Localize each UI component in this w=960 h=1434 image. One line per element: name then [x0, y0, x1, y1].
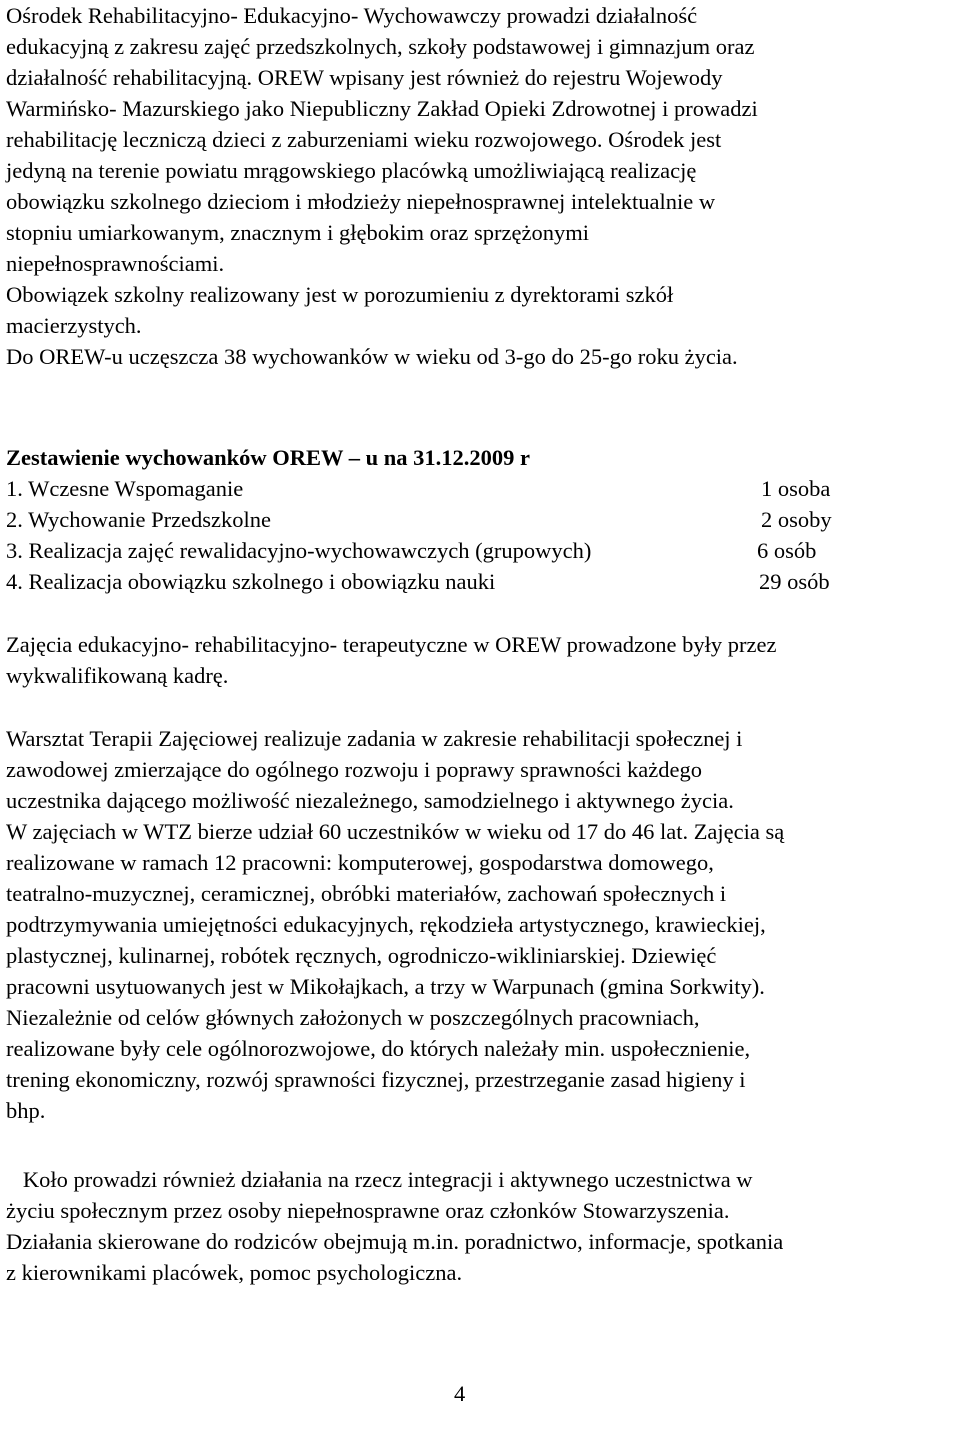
list-item [6, 504, 954, 535]
text-line: wykwalifikowaną kadrę. [6, 663, 229, 688]
text-line: realizowane w ramach 12 pracowni: komputerowej, gospodarstwa domowego, [6, 850, 714, 875]
list-item-label: 1. Wczesne Wspomaganie [6, 476, 244, 501]
list-item [6, 473, 954, 504]
list-item-value: 1 osoba [761, 476, 831, 501]
text-line: Warmińsko- Mazurskiego jako Niepubliczny Zakład Opieki Zdrowotnej i prowadzi [6, 96, 758, 121]
list-item-value: 29 osób [759, 569, 830, 594]
page-number: 4 [454, 1381, 466, 1406]
text-line: działalność rehabilitacyjną. OREW wpisany jest również do rejestru Wojewody [6, 65, 723, 90]
summary-list [6, 473, 954, 597]
workshop-paragraph [6, 723, 784, 1126]
text-line: edukacyjną z zakresu zajęć przedszkolnych, szkoły podstawowej i gimnazjum oraz [6, 34, 755, 59]
list-item-label: 2. Wychowanie Przedszkolne [6, 507, 272, 532]
text-line: stopniu umiarkowanym, znacznym i głębokim oraz sprzężonymi [6, 220, 589, 245]
text-line: rehabilitację leczniczą dzieci z zaburzeniami wieku rozwojowego. Ośrodek jest [6, 127, 722, 152]
association-paragraph [6, 1164, 783, 1288]
text-line: z kierownikami placówek, pomoc psychologiczna. [6, 1260, 463, 1285]
text-line: jedyną na terenie powiatu mrągowskiego placówką umożliwiającą realizację [6, 158, 697, 183]
list-item-value: 2 osoby [761, 507, 832, 532]
text-line: Działania skierowane do rodziców obejmują m.in. poradnictwo, informacje, spotkania [6, 1229, 784, 1254]
text-line: realizowane były cele ogólnorozwojowe, do których należały min. uspołecznienie, [6, 1036, 751, 1061]
text-line: Warsztat Terapii Zajęciowej realizuje zadania w zakresie rehabilitacji społecznej i [6, 726, 743, 751]
staff-paragraph [6, 629, 776, 691]
text-line: W zajęciach w WTZ bierze udział 60 uczestników w wieku od 17 do 46 lat. Zajęcia są [6, 819, 785, 844]
list-item [6, 535, 954, 566]
list-item-value: 6 osób [757, 538, 817, 563]
text-line: podtrzymywania umiejętności edukacyjnych, rękodzieła artystycznego, krawieckiej, [6, 912, 766, 937]
summary-heading: Zestawienie wychowanków OREW – u na 31.12.2009 r [6, 445, 530, 470]
text-line: zawodowej zmierzające do ogólnego rozwoju i poprawy sprawności każdego [6, 757, 702, 782]
text-line: Ośrodek Rehabilitacyjno- Edukacyjno- Wychowawczy prowadzi działalność [6, 3, 698, 28]
text-line: plastycznej, kulinarnej, robótek ręcznych, ogrodniczo-wikliniarskiej. Dziewięć [6, 943, 717, 968]
text-line: Zajęcia edukacyjno- rehabilitacyjno- terapeutyczne w OREW prowadzone były przez [6, 632, 777, 657]
text-line: Obowiązek szkolny realizowany jest w porozumieniu z dyrektorami szkół [6, 282, 674, 307]
text-line: pracowni usytuowanych jest w Mikołajkach, a trzy w Warpunach (gmina Sorkwity). [6, 974, 765, 999]
text-line: bhp. [6, 1098, 46, 1123]
text-line: niepełnosprawnościami. [6, 251, 225, 276]
list-item [6, 566, 954, 597]
text-line: macierzystych. [6, 313, 142, 338]
text-line: Koło prowadzi również działania na rzecz integracji i aktywnego uczestnictwa w [6, 1167, 753, 1192]
text-line: trening ekonomiczny, rozwój sprawności fizycznej, przestrzeganie zasad higieny i [6, 1067, 746, 1092]
text-line: Do OREW-u uczęszcza 38 wychowanków w wieku od 3-go do 25-go roku życia. [6, 344, 738, 369]
list-item-label: 4. Realizacja obowiązku szkolnego i obowiązku nauki [6, 569, 496, 594]
text-line: obowiązku szkolnego dzieciom i młodzieży niepełnosprawnej intelektualnie w [6, 189, 716, 214]
list-item-label: 3. Realizacja zajęć rewalidacyjno-wychowawczych (grupowych) [6, 538, 592, 563]
text-line: życiu społecznym przez osoby niepełnosprawne oraz członków Stowarzyszenia. [6, 1198, 730, 1223]
text-line: uczestnika dającego możliwość niezależnego, samodzielnego i aktywnego życia. [6, 788, 734, 813]
intro-paragraph [6, 0, 758, 372]
text-line: Niezależnie od celów głównych założonych w poszczególnych pracowniach, [6, 1005, 700, 1030]
text-line: teatralno-muzycznej, ceramicznej, obróbki materiałów, zachowań społecznych i [6, 881, 727, 906]
